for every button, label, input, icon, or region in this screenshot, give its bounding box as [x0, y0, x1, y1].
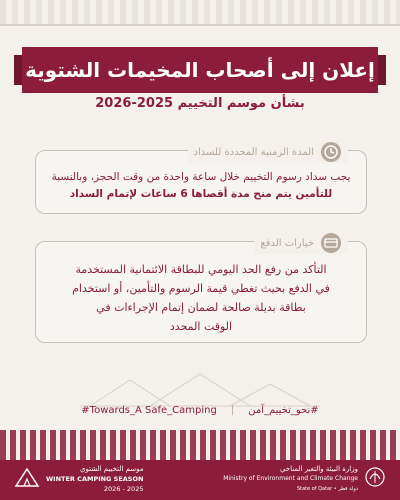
card-body — [48, 260, 354, 336]
hashtag-english: #Towards_A Safe_Camping — [81, 405, 217, 416]
season-texts — [46, 464, 143, 494]
card-header — [254, 232, 348, 254]
hashtag-separator: | — [230, 405, 235, 416]
card-line: التأكد من رفع الحد اليومي للبطاقة الائتمانية المستخدمة — [75, 263, 327, 276]
card-line: في الدفع بحيث تغطي قيمة الرسوم والتأمين، أو استخدام — [72, 282, 330, 295]
page-subtitle: بشأن موسم التخييم 2025-2026 — [95, 96, 305, 111]
hashtags-row — [0, 405, 400, 416]
bottom-pattern-band — [0, 430, 400, 460]
ministry-name-en: Ministry of Environment and Climate Change — [223, 475, 358, 482]
card-line: للتأمين يتم منح مدة أقصاها 6 ساعات لإتمام السداد — [69, 188, 333, 200]
card-title: المدة الزمنية المحددة للسداد — [193, 146, 314, 158]
season-years: 2026 - 2025 — [103, 485, 144, 493]
ministry-logo — [223, 464, 386, 494]
state-label: State of Qatar • دولة قطر — [296, 486, 358, 492]
top-divider — [0, 24, 400, 26]
card-body — [48, 169, 354, 203]
tent-icon — [14, 467, 40, 491]
ministry-name-ar: وزارة البيئة والتغير المناخي — [279, 465, 358, 473]
payment-deadline-card — [35, 146, 367, 214]
season-title-en: WINTER CAMPING SEASON — [46, 475, 144, 483]
payment-options-card — [35, 237, 367, 343]
clock-money-icon — [320, 141, 342, 163]
season-logo — [14, 464, 143, 494]
title-banner — [22, 47, 378, 93]
tents-illustration — [80, 368, 320, 408]
page-title: إعلان إلى أصحاب المخيمات الشتوية — [25, 58, 375, 82]
card-line: يجب سداد رسوم التخييم خلال ساعة واحدة من وقت الحجز، وبالنسبة — [51, 171, 351, 183]
emblem-icon — [364, 465, 386, 493]
card-line: الوقت المحدد — [169, 320, 233, 333]
card-title: خيارات الدفع — [260, 237, 314, 249]
ministry-texts — [223, 464, 358, 494]
card-header — [188, 141, 349, 163]
card-payment-icon — [320, 232, 342, 254]
card-line: بطاقة بديلة صالحة لضمان إتمام الإجراءات في — [96, 301, 306, 314]
hashtag-arabic: #نحو_تخييم_آمن — [248, 405, 319, 416]
season-title-ar: موسم التخييم الشتوي — [80, 465, 144, 473]
top-pattern-band — [0, 0, 400, 24]
